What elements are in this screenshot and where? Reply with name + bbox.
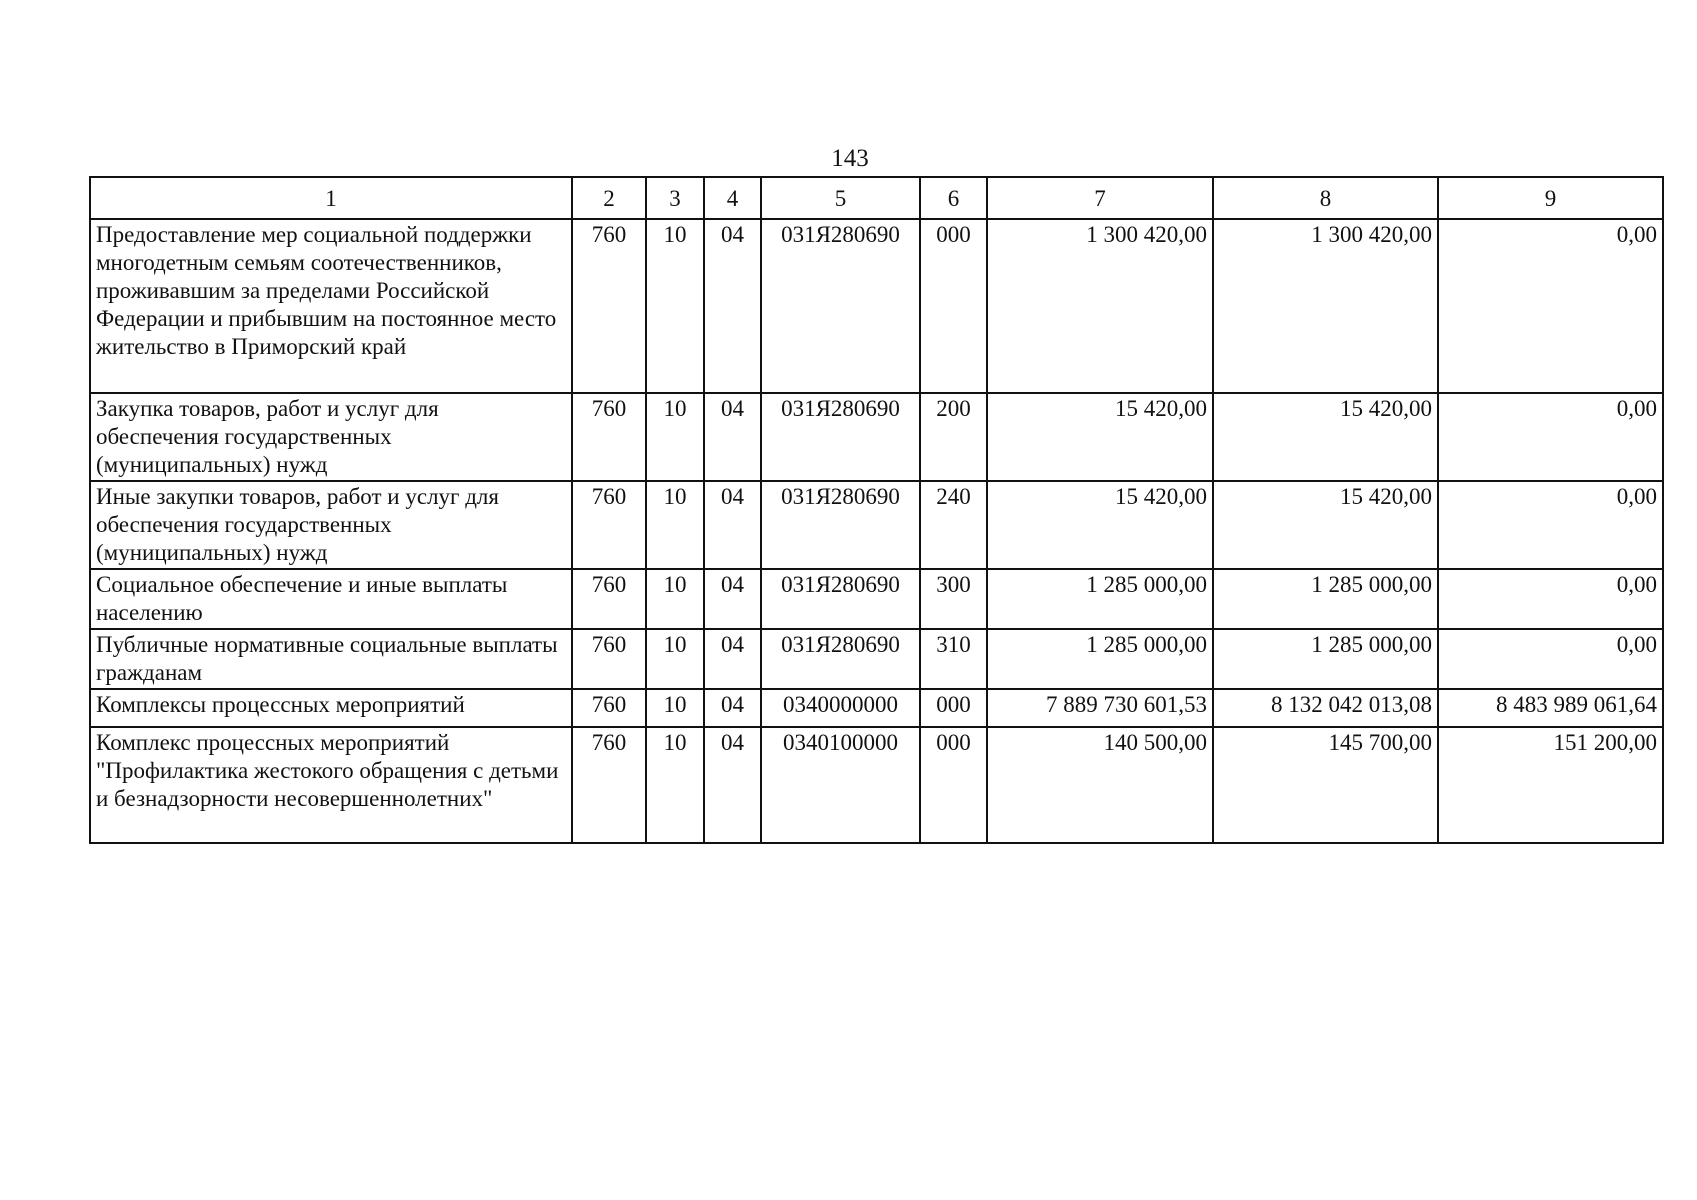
table-row xyxy=(90,219,1663,393)
cell-col4: 04 xyxy=(704,481,761,569)
cell-col5: 031Я280690 xyxy=(761,219,920,393)
cell-col8: 15 420,00 xyxy=(1213,393,1438,481)
cell-col6: 000 xyxy=(920,727,987,843)
column-header: 4 xyxy=(704,177,761,219)
cell-col2: 760 xyxy=(572,393,646,481)
cell-col6: 310 xyxy=(920,629,987,689)
table-row xyxy=(90,689,1663,727)
cell-col8: 15 420,00 xyxy=(1213,481,1438,569)
cell-col8: 145 700,00 xyxy=(1213,727,1438,843)
page-number: 143 xyxy=(831,145,869,172)
cell-col3: 10 xyxy=(646,569,704,629)
cell-col9: 0,00 xyxy=(1438,393,1663,481)
row-name: Закупка товаров, работ и услуг для обеспечения государственных (муниципальных) нужд xyxy=(90,393,572,481)
cell-col5: 0340000000 xyxy=(761,689,920,727)
row-name: Комплексы процессных мероприятий xyxy=(90,689,572,727)
cell-col4: 04 xyxy=(704,219,761,393)
cell-col2: 760 xyxy=(572,629,646,689)
cell-col7: 15 420,00 xyxy=(987,481,1213,569)
header-row xyxy=(90,177,1663,219)
row-name: Комплекс процессных мероприятий "Профилактика жестокого обращения с детьми и безнадзорности несовершеннолетних" xyxy=(90,727,572,843)
cell-col6: 000 xyxy=(920,219,987,393)
cell-col4: 04 xyxy=(704,629,761,689)
cell-col4: 04 xyxy=(704,393,761,481)
cell-col3: 10 xyxy=(646,393,704,481)
cell-col7: 15 420,00 xyxy=(987,393,1213,481)
cell-col9: 0,00 xyxy=(1438,481,1663,569)
cell-col6: 000 xyxy=(920,689,987,727)
cell-col9: 151 200,00 xyxy=(1438,727,1663,843)
cell-col7: 1 300 420,00 xyxy=(987,219,1213,393)
table-row xyxy=(90,569,1663,629)
cell-col2: 760 xyxy=(572,727,646,843)
column-header: 3 xyxy=(646,177,704,219)
cell-col6: 240 xyxy=(920,481,987,569)
cell-col3: 10 xyxy=(646,219,704,393)
cell-col3: 10 xyxy=(646,481,704,569)
cell-col9: 8 483 989 061,64 xyxy=(1438,689,1663,727)
cell-col7: 140 500,00 xyxy=(987,727,1213,843)
cell-col7: 7 889 730 601,53 xyxy=(987,689,1213,727)
table-row xyxy=(90,629,1663,689)
cell-col9: 0,00 xyxy=(1438,629,1663,689)
budget-table xyxy=(89,176,1664,844)
cell-col8: 1 300 420,00 xyxy=(1213,219,1438,393)
cell-col7: 1 285 000,00 xyxy=(987,569,1213,629)
cell-col5: 031Я280690 xyxy=(761,569,920,629)
row-name: Иные закупки товаров, работ и услуг для обеспечения государственных (муниципальных) нужд xyxy=(90,481,572,569)
cell-col2: 760 xyxy=(572,569,646,629)
table-row xyxy=(90,393,1663,481)
column-header: 5 xyxy=(761,177,920,219)
cell-col5: 0340100000 xyxy=(761,727,920,843)
column-header: 2 xyxy=(572,177,646,219)
column-header: 9 xyxy=(1438,177,1663,219)
column-header: 7 xyxy=(987,177,1213,219)
cell-col4: 04 xyxy=(704,569,761,629)
cell-col3: 10 xyxy=(646,689,704,727)
cell-col8: 8 132 042 013,08 xyxy=(1213,689,1438,727)
cell-col2: 760 xyxy=(572,481,646,569)
cell-col6: 300 xyxy=(920,569,987,629)
cell-col5: 031Я280690 xyxy=(761,481,920,569)
cell-col7: 1 285 000,00 xyxy=(987,629,1213,689)
cell-col6: 200 xyxy=(920,393,987,481)
table-row xyxy=(90,481,1663,569)
table-row xyxy=(90,727,1663,843)
row-name: Социальное обеспечение и иные выплаты населению xyxy=(90,569,572,629)
cell-col3: 10 xyxy=(646,727,704,843)
column-header: 8 xyxy=(1213,177,1438,219)
cell-col2: 760 xyxy=(572,689,646,727)
row-name: Предоставление мер социальной поддержки многодетным семьям соотечественников, проживавшим за пределами Российской Федерации и прибывшим на постоянное место жительство в Приморский край xyxy=(90,219,572,393)
cell-col4: 04 xyxy=(704,727,761,843)
cell-col9: 0,00 xyxy=(1438,569,1663,629)
cell-col5: 031Я280690 xyxy=(761,393,920,481)
row-name: Публичные нормативные социальные выплаты гражданам xyxy=(90,629,572,689)
cell-col8: 1 285 000,00 xyxy=(1213,569,1438,629)
column-header: 1 xyxy=(90,177,572,219)
cell-col5: 031Я280690 xyxy=(761,629,920,689)
cell-col4: 04 xyxy=(704,689,761,727)
cell-col9: 0,00 xyxy=(1438,219,1663,393)
column-header: 6 xyxy=(920,177,987,219)
cell-col8: 1 285 000,00 xyxy=(1213,629,1438,689)
cell-col2: 760 xyxy=(572,219,646,393)
cell-col3: 10 xyxy=(646,629,704,689)
